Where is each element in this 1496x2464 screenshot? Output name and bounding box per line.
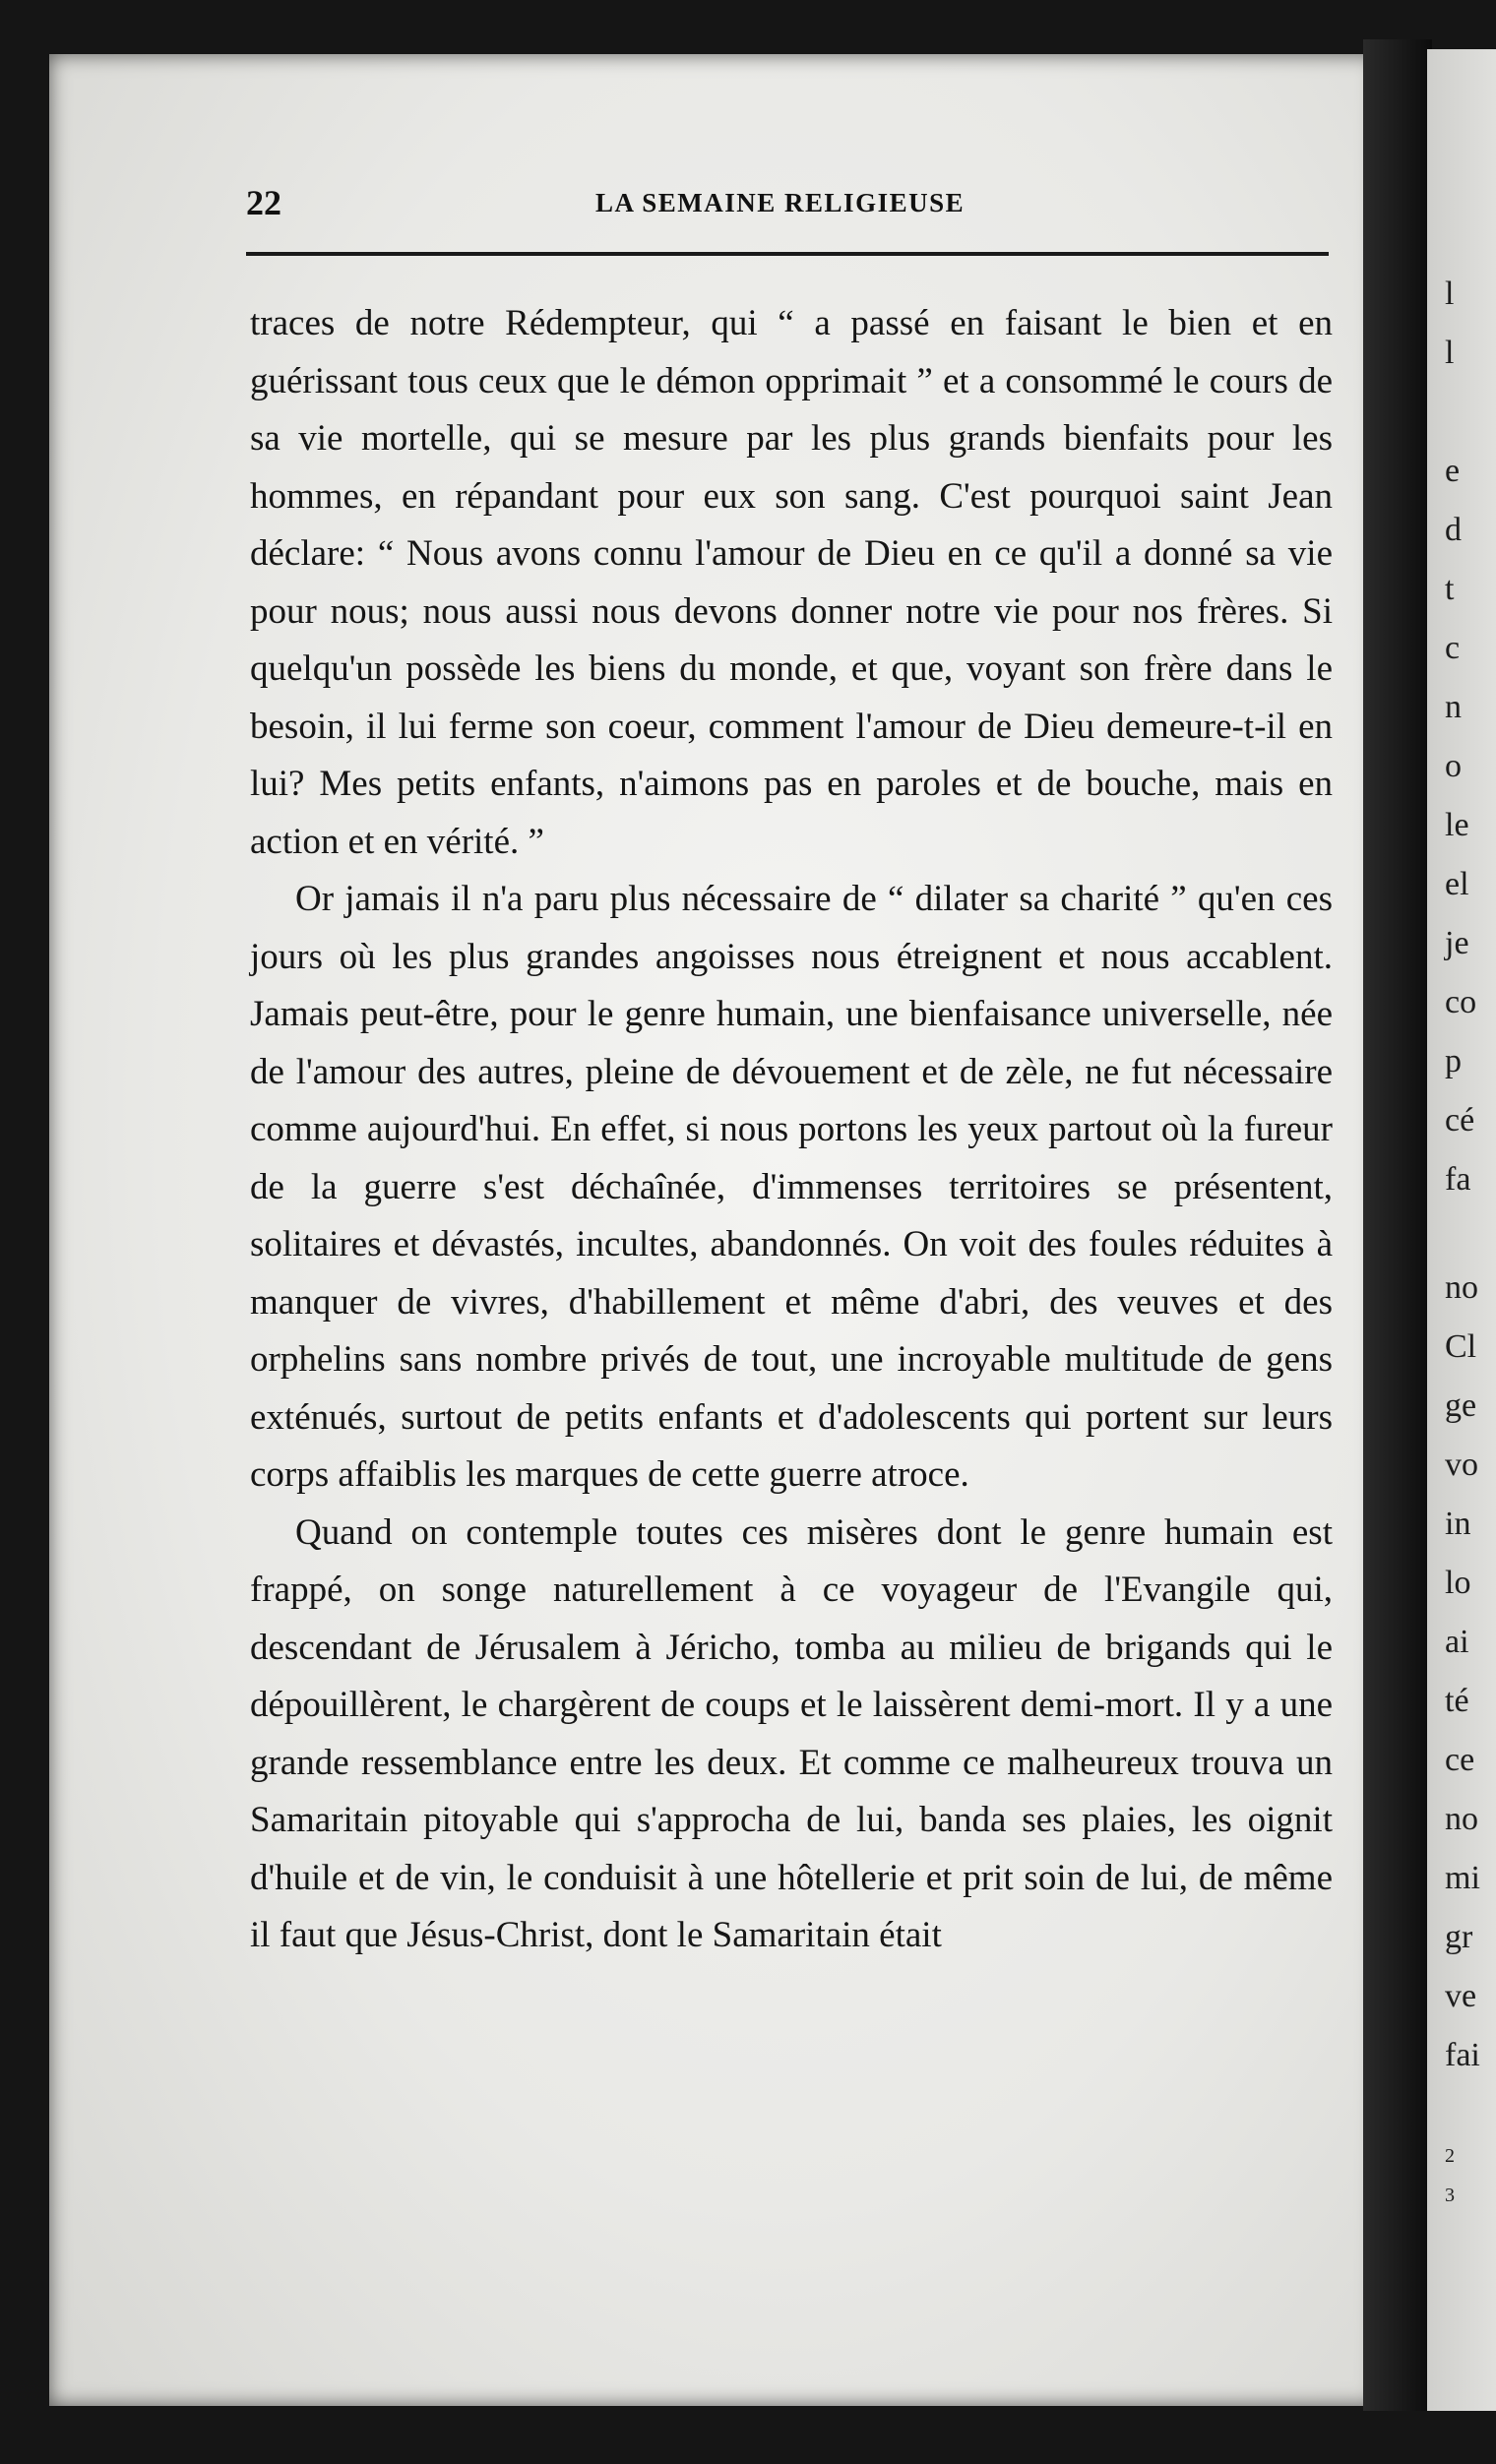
adjacent-fragment: ve	[1445, 1978, 1477, 2014]
adjacent-fragment: je	[1445, 925, 1469, 961]
paragraph-1: traces de notre Rédempteur, qui “ a passé en faisant le bien et en guérissant tous ceux que le démon opprimait ” et a consommé le cours de sa vie mortelle, qui se mesure par les plus grands bienfaits pour les hommes, en répandant pour eux son sang. C'est pourquoi saint Jean déclare: “ Nous avons connu l'amour de Dieu en ce qu'il a donné sa vie pour nous; nous aussi nous devons donner notre vie pour nos frères. Si quelqu'un possède les biens du monde, et que, voyant son frère dans le besoin, il lui ferme son coeur, comment l'amour de Dieu demeure-t-il en lui? Mes petits enfants, n'aimons pas en paroles et de bouche, mais en action et en vérité. ”	[250, 303, 1333, 862]
running-title: LA SEMAINE RELIGIEUSE	[595, 188, 966, 217]
paragraph-3: Quand on contemple toutes ces misères dont le genre humain est frappé, on songe naturellement à ce voyageur de l'Evangile qui, descendant de Jérusalem à Jéricho, tomba au milieu de brigands qui le dépouillèrent, le chargèrent de coups et le laissèrent demi-mort. Il y a une grande ressemblance entre les deux. Et comme ce malheureux trouva un Samaritain pitoyable qui s'approcha de lui, banda ses plaies, les oignit d'huile et de vin, le conduisit à une hôtellerie et prit soin de lui, de même il faut que Jésus-Christ, dont le Samaritain était	[250, 1511, 1333, 1955]
adjacent-fragment: ce	[1445, 1742, 1475, 1778]
adjacent-fragment: cé	[1445, 1102, 1475, 1139]
adjacent-fragment: no	[1445, 1269, 1478, 1306]
adjacent-fragment: gr	[1445, 1919, 1473, 1955]
adjacent-fragment: le	[1445, 807, 1469, 843]
page-number: 22	[246, 183, 281, 222]
adjacent-fragment: Cl	[1445, 1328, 1477, 1365]
adjacent-fragment: d	[1445, 512, 1462, 548]
body-text	[250, 295, 1333, 1965]
adjacent-page-edge	[1427, 49, 1496, 2411]
adjacent-fragment: p	[1445, 1043, 1462, 1079]
adjacent-fragment: ai	[1445, 1624, 1469, 1660]
adjacent-fragment: el	[1445, 866, 1469, 902]
adjacent-fragment: l	[1445, 335, 1455, 371]
paragraph-2: Or jamais il n'a paru plus nécessaire de “ dilater sa charité ” qu'en ces jours où les plus grandes angoisses nous étreignent et nous accablent. Jamais peut-être, pour le genre humain, une bienfaisance universelle, née de l'amour des autres, pleine de dévouement et de zèle, ne fut nécessaire comme aujourd'hui. En effet, si nous portons les yeux partout où la fureur de la guerre s'est déchaînée, d'immenses territoires se présentent, solitaires et dévastés, incultes, abandonnés. On voit des foules réduites à manquer de vivres, d'habillement et même d'abri, des veuves et des orphelins sans nombre privés de tout, une incroyable multitude de gens exténués, surtout de petits enfants et d'adolescents qui portent sur leurs corps affaiblis les marques de cette guerre atroce.	[250, 879, 1333, 1495]
adjacent-fragment: l	[1445, 276, 1455, 312]
adjacent-fragment: t	[1445, 571, 1455, 607]
adjacent-fragment: 3	[1445, 2185, 1455, 2206]
adjacent-fragment: no	[1445, 1801, 1478, 1837]
adjacent-fragment: co	[1445, 984, 1477, 1020]
adjacent-fragment: n	[1445, 689, 1462, 725]
book-gutter	[1363, 39, 1432, 2411]
adjacent-fragment: 2	[1445, 2145, 1455, 2167]
adjacent-fragment: ge	[1445, 1387, 1477, 1424]
adjacent-fragment: vo	[1445, 1447, 1478, 1483]
adjacent-fragment: c	[1445, 630, 1461, 666]
adjacent-fragment: in	[1445, 1506, 1471, 1542]
page-header	[246, 182, 1329, 231]
adjacent-fragment: té	[1445, 1683, 1469, 1719]
adjacent-fragment: mi	[1445, 1860, 1480, 1896]
adjacent-fragment: lo	[1445, 1565, 1471, 1601]
adjacent-fragment: o	[1445, 748, 1462, 784]
header-rule	[246, 252, 1329, 256]
adjacent-fragment: fai	[1445, 2037, 1480, 2073]
adjacent-fragment: e	[1445, 453, 1461, 489]
adjacent-fragment: fa	[1445, 1161, 1471, 1198]
